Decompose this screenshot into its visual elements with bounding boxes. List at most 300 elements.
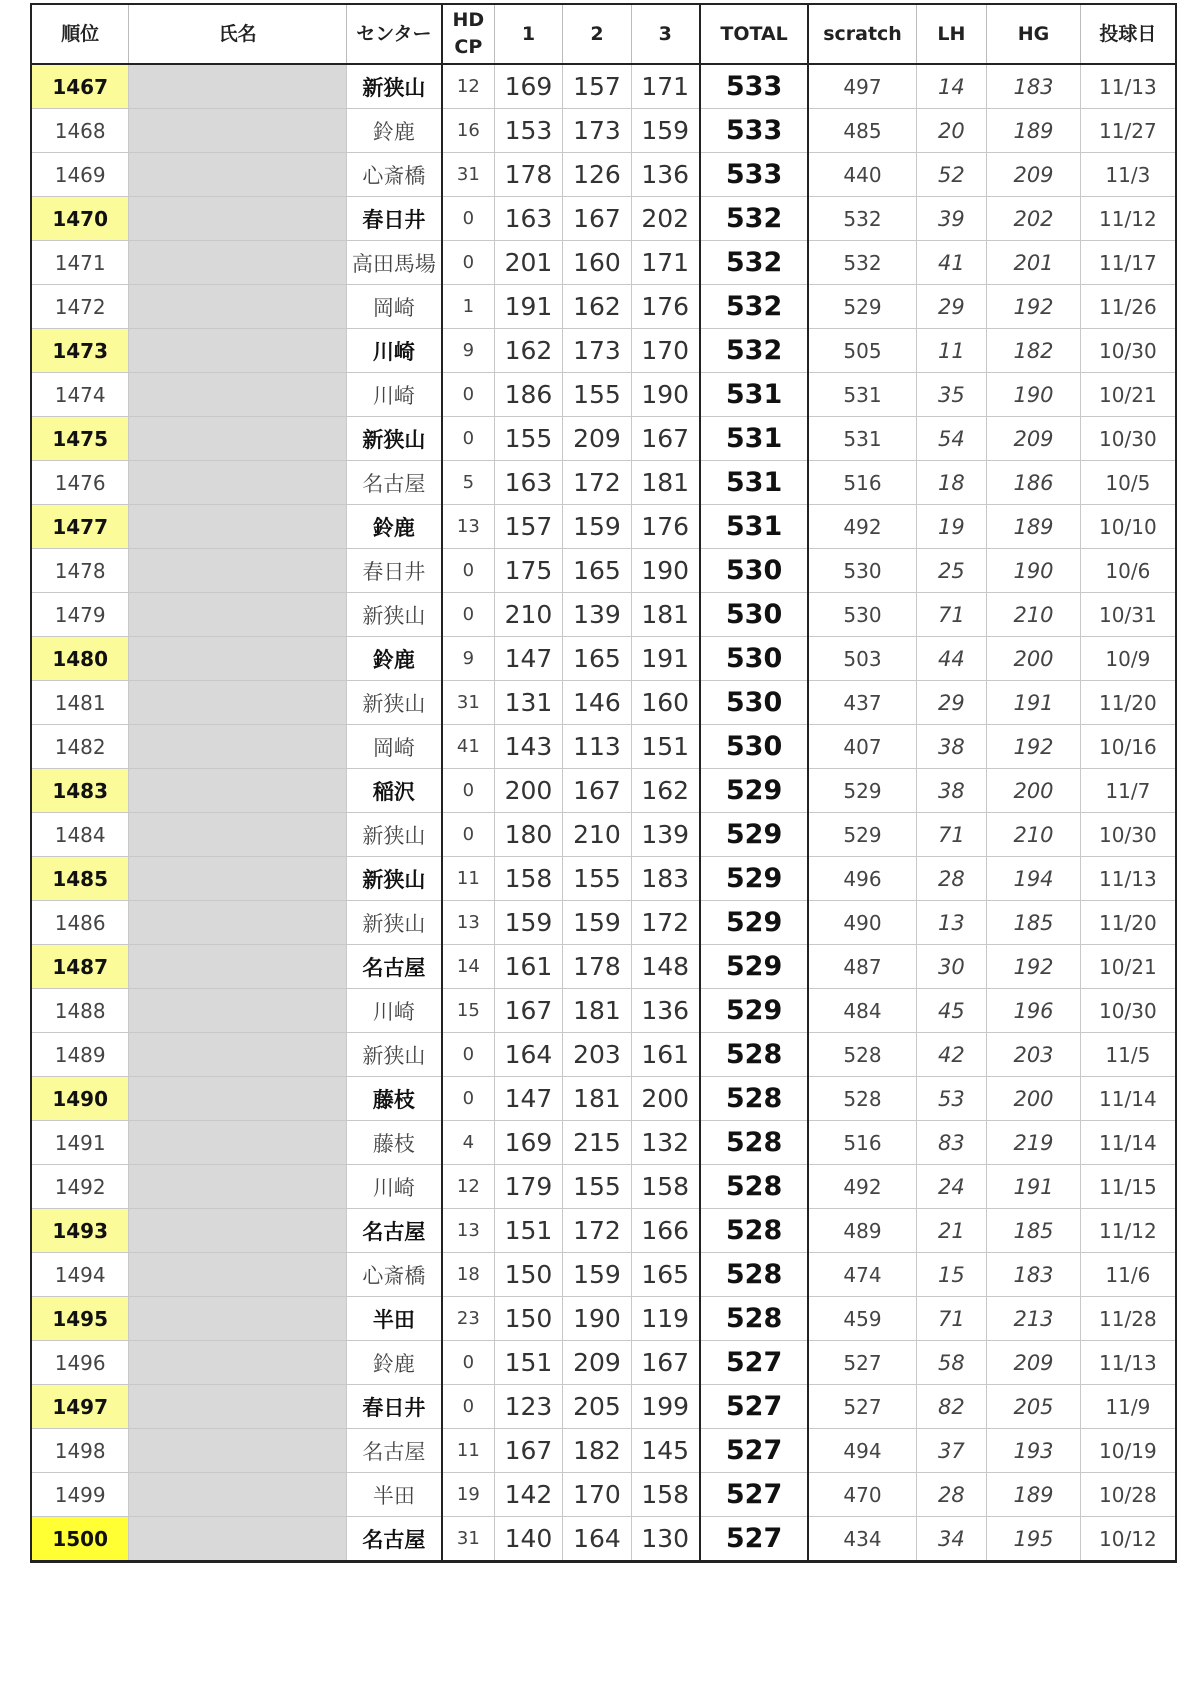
center-cell: 川崎 [346,1165,442,1209]
table-row [31,461,1176,505]
rank-cell: 1484 [31,813,129,857]
lh-cell: 54 [916,417,987,461]
rank-cell: 1495 [31,1297,129,1341]
lh-cell: 11 [916,329,987,373]
name-cell [129,373,346,417]
center-cell: 心斎橋 [346,1253,442,1297]
name-cell [129,769,346,813]
game-1-cell: 180 [494,813,563,857]
table-row [31,241,1176,285]
table-row [31,945,1176,989]
rank-cell: 1488 [31,989,129,1033]
scratch-cell: 529 [808,285,916,329]
game-2-cell: 173 [563,329,632,373]
scratch-cell: 496 [808,857,916,901]
game-2-cell: 155 [563,373,632,417]
name-cell [129,1077,346,1121]
rank-cell: 1486 [31,901,129,945]
game-1-cell: 147 [494,637,563,681]
total-cell: 530 [700,725,809,769]
game-2-cell: 209 [563,1341,632,1385]
rank-cell: 1482 [31,725,129,769]
scratch-cell: 492 [808,1165,916,1209]
header-rank: 順位 [31,4,129,64]
lh-cell: 83 [916,1121,987,1165]
game-1-cell: 161 [494,945,563,989]
lh-cell: 82 [916,1385,987,1429]
center-cell: 名古屋 [346,1429,442,1473]
rank-cell: 1468 [31,109,129,153]
hg-cell: 209 [987,1341,1081,1385]
center-cell: 春日井 [346,549,442,593]
game-1-cell: 186 [494,373,563,417]
lh-cell: 53 [916,1077,987,1121]
center-cell: 新狭山 [346,1033,442,1077]
date-cell: 11/13 [1080,64,1176,109]
lh-cell: 38 [916,769,987,813]
scratch-cell: 528 [808,1033,916,1077]
hg-cell: 189 [987,109,1081,153]
hdcp-cell: 18 [442,1253,494,1297]
header-scratch: scratch [808,4,916,64]
name-cell [129,593,346,637]
game-2-cell: 167 [563,197,632,241]
name-cell [129,1209,346,1253]
game-3-cell: 170 [631,329,700,373]
center-cell: 高田馬場 [346,241,442,285]
hdcp-cell: 16 [442,109,494,153]
game-2-cell: 155 [563,857,632,901]
name-cell [129,725,346,769]
table-row [31,1297,1176,1341]
center-cell: 川崎 [346,329,442,373]
hdcp-cell: 5 [442,461,494,505]
center-cell: 稲沢 [346,769,442,813]
rank-cell: 1479 [31,593,129,637]
hdcp-cell: 13 [442,505,494,549]
game-1-cell: 164 [494,1033,563,1077]
hg-cell: 191 [987,681,1081,725]
hdcp-cell: 31 [442,1517,494,1562]
scratch-cell: 503 [808,637,916,681]
lh-cell: 34 [916,1517,987,1562]
hdcp-cell: 0 [442,593,494,637]
hg-cell: 193 [987,1429,1081,1473]
game-1-cell: 155 [494,417,563,461]
hg-cell: 185 [987,1209,1081,1253]
hdcp-cell: 0 [442,1033,494,1077]
hg-cell: 194 [987,857,1081,901]
hg-cell: 200 [987,637,1081,681]
game-3-cell: 171 [631,64,700,109]
scratch-cell: 532 [808,197,916,241]
lh-cell: 28 [916,857,987,901]
center-cell: 心斎橋 [346,153,442,197]
hg-cell: 186 [987,461,1081,505]
scratch-cell: 531 [808,417,916,461]
game-3-cell: 176 [631,505,700,549]
center-cell: 新狭山 [346,857,442,901]
name-cell [129,241,346,285]
game-1-cell: 147 [494,1077,563,1121]
hdcp-cell: 0 [442,1385,494,1429]
header-name: 氏名 [129,4,346,64]
game-3-cell: 161 [631,1033,700,1077]
name-cell [129,1253,346,1297]
total-cell: 528 [700,1033,809,1077]
hg-cell: 209 [987,417,1081,461]
table-row [31,593,1176,637]
scratch-cell: 505 [808,329,916,373]
rank-cell: 1469 [31,153,129,197]
date-cell: 10/21 [1080,945,1176,989]
name-cell [129,901,346,945]
date-cell: 11/14 [1080,1077,1176,1121]
hg-cell: 213 [987,1297,1081,1341]
table-row [31,1517,1176,1562]
scratch-cell: 529 [808,813,916,857]
lh-cell: 30 [916,945,987,989]
name-cell [129,197,346,241]
game-3-cell: 199 [631,1385,700,1429]
hg-cell: 189 [987,505,1081,549]
game-1-cell: 123 [494,1385,563,1429]
center-cell: 春日井 [346,197,442,241]
hdcp-cell: 0 [442,417,494,461]
game-3-cell: 165 [631,1253,700,1297]
hdcp-cell: 13 [442,901,494,945]
table-row [31,1429,1176,1473]
rank-cell: 1494 [31,1253,129,1297]
total-cell: 527 [700,1429,809,1473]
name-cell [129,285,346,329]
date-cell: 10/31 [1080,593,1176,637]
date-cell: 10/21 [1080,373,1176,417]
name-cell [129,1341,346,1385]
total-cell: 533 [700,109,809,153]
game-3-cell: 166 [631,1209,700,1253]
game-3-cell: 119 [631,1297,700,1341]
scratch-cell: 497 [808,64,916,109]
total-cell: 530 [700,593,809,637]
game-2-cell: 170 [563,1473,632,1517]
rank-cell: 1475 [31,417,129,461]
lh-cell: 42 [916,1033,987,1077]
name-cell [129,1297,346,1341]
rank-cell: 1483 [31,769,129,813]
lh-cell: 15 [916,1253,987,1297]
total-cell: 531 [700,461,809,505]
game-1-cell: 210 [494,593,563,637]
game-3-cell: 190 [631,549,700,593]
rank-cell: 1498 [31,1429,129,1473]
table-row [31,197,1176,241]
center-cell: 岡崎 [346,285,442,329]
game-1-cell: 143 [494,725,563,769]
scratch-cell: 440 [808,153,916,197]
rank-cell: 1477 [31,505,129,549]
center-cell: 藤枝 [346,1077,442,1121]
scratch-cell: 437 [808,681,916,725]
hg-cell: 200 [987,769,1081,813]
hdcp-cell: 23 [442,1297,494,1341]
date-cell: 11/17 [1080,241,1176,285]
game-2-cell: 113 [563,725,632,769]
game-1-cell: 140 [494,1517,563,1562]
game-2-cell: 126 [563,153,632,197]
center-cell: 新狭山 [346,417,442,461]
table-row [31,1165,1176,1209]
game-3-cell: 183 [631,857,700,901]
lh-cell: 71 [916,813,987,857]
game-2-cell: 181 [563,1077,632,1121]
date-cell: 10/30 [1080,329,1176,373]
game-2-cell: 181 [563,989,632,1033]
game-1-cell: 142 [494,1473,563,1517]
date-cell: 10/16 [1080,725,1176,769]
name-cell [129,64,346,109]
game-3-cell: 172 [631,901,700,945]
date-cell: 10/30 [1080,989,1176,1033]
name-cell [129,461,346,505]
header-date: 投球日 [1080,4,1176,64]
hdcp-cell: 11 [442,1429,494,1473]
game-2-cell: 159 [563,901,632,945]
rank-cell: 1481 [31,681,129,725]
table-row [31,64,1176,109]
name-cell [129,857,346,901]
game-2-cell: 205 [563,1385,632,1429]
center-cell: 半田 [346,1473,442,1517]
scratch-cell: 492 [808,505,916,549]
total-cell: 528 [700,1209,809,1253]
date-cell: 11/13 [1080,1341,1176,1385]
game-3-cell: 167 [631,1341,700,1385]
center-cell: 新狭山 [346,901,442,945]
hg-cell: 219 [987,1121,1081,1165]
rank-cell: 1470 [31,197,129,241]
hg-cell: 210 [987,593,1081,637]
table-row [31,681,1176,725]
hg-cell: 192 [987,285,1081,329]
header-center: センター [346,4,442,64]
game-2-cell: 172 [563,1209,632,1253]
lh-cell: 71 [916,593,987,637]
total-cell: 529 [700,945,809,989]
date-cell: 11/14 [1080,1121,1176,1165]
game-2-cell: 160 [563,241,632,285]
hdcp-cell: 0 [442,1341,494,1385]
header-hg: HG [987,4,1081,64]
game-1-cell: 178 [494,153,563,197]
name-cell [129,329,346,373]
hdcp-cell: 41 [442,725,494,769]
rank-cell: 1499 [31,1473,129,1517]
header-game-2: 2 [563,4,632,64]
name-cell [129,681,346,725]
game-1-cell: 175 [494,549,563,593]
game-1-cell: 158 [494,857,563,901]
rank-cell: 1478 [31,549,129,593]
total-cell: 532 [700,285,809,329]
table-row [31,1341,1176,1385]
scratch-cell: 531 [808,373,916,417]
hdcp-cell: 9 [442,637,494,681]
date-cell: 11/20 [1080,681,1176,725]
hdcp-cell: 0 [442,769,494,813]
rank-cell: 1496 [31,1341,129,1385]
header-game-1: 1 [494,4,563,64]
table-row [31,1121,1176,1165]
header-total: TOTAL [700,4,809,64]
game-1-cell: 151 [494,1341,563,1385]
total-cell: 533 [700,153,809,197]
scratch-cell: 474 [808,1253,916,1297]
total-cell: 532 [700,197,809,241]
center-cell: 新狭山 [346,681,442,725]
hdcp-cell: 1 [442,285,494,329]
header-game-3: 3 [631,4,700,64]
game-2-cell: 173 [563,109,632,153]
table-row [31,417,1176,461]
hg-cell: 182 [987,329,1081,373]
total-cell: 529 [700,813,809,857]
rank-cell: 1493 [31,1209,129,1253]
center-cell: 名古屋 [346,1517,442,1562]
game-2-cell: 165 [563,549,632,593]
table-row [31,1033,1176,1077]
header-row [31,4,1176,64]
table-row [31,769,1176,813]
rank-cell: 1491 [31,1121,129,1165]
hdcp-cell: 0 [442,241,494,285]
date-cell: 11/27 [1080,109,1176,153]
scratch-cell: 528 [808,1077,916,1121]
game-1-cell: 167 [494,1429,563,1473]
hg-cell: 183 [987,1253,1081,1297]
header-hdcp [442,4,494,64]
hg-cell: 190 [987,373,1081,417]
total-cell: 529 [700,989,809,1033]
total-cell: 531 [700,373,809,417]
name-cell [129,417,346,461]
lh-cell: 58 [916,1341,987,1385]
hg-cell: 196 [987,989,1081,1033]
hg-cell: 209 [987,153,1081,197]
scratch-cell: 516 [808,1121,916,1165]
table-row [31,857,1176,901]
date-cell: 10/19 [1080,1429,1176,1473]
lh-cell: 39 [916,197,987,241]
center-cell: 名古屋 [346,945,442,989]
date-cell: 10/9 [1080,637,1176,681]
total-cell: 527 [700,1385,809,1429]
game-2-cell: 157 [563,64,632,109]
game-3-cell: 158 [631,1473,700,1517]
total-cell: 531 [700,505,809,549]
game-3-cell: 148 [631,945,700,989]
center-cell: 半田 [346,1297,442,1341]
rank-cell: 1472 [31,285,129,329]
hdcp-cell: 19 [442,1473,494,1517]
hg-cell: 202 [987,197,1081,241]
hdcp-cell: 11 [442,857,494,901]
date-cell: 11/12 [1080,1209,1176,1253]
lh-cell: 37 [916,1429,987,1473]
game-2-cell: 167 [563,769,632,813]
rank-cell: 1497 [31,1385,129,1429]
name-cell [129,549,346,593]
game-1-cell: 163 [494,197,563,241]
lh-cell: 14 [916,64,987,109]
lh-cell: 21 [916,1209,987,1253]
scratch-cell: 489 [808,1209,916,1253]
lh-cell: 44 [916,637,987,681]
table-row [31,329,1176,373]
hg-cell: 191 [987,1165,1081,1209]
game-2-cell: 209 [563,417,632,461]
center-cell: 春日井 [346,1385,442,1429]
table-body [31,64,1176,1562]
total-cell: 529 [700,769,809,813]
game-3-cell: 139 [631,813,700,857]
table-row [31,725,1176,769]
game-2-cell: 182 [563,1429,632,1473]
scratch-cell: 527 [808,1385,916,1429]
date-cell: 10/5 [1080,461,1176,505]
game-1-cell: 150 [494,1297,563,1341]
table-row [31,813,1176,857]
date-cell: 11/15 [1080,1165,1176,1209]
center-cell: 岡崎 [346,725,442,769]
ranking-table [30,3,1177,1563]
name-cell [129,1121,346,1165]
lh-cell: 38 [916,725,987,769]
game-2-cell: 210 [563,813,632,857]
total-cell: 529 [700,857,809,901]
scratch-cell: 494 [808,1429,916,1473]
hg-cell: 203 [987,1033,1081,1077]
table-row [31,1209,1176,1253]
game-2-cell: 155 [563,1165,632,1209]
total-cell: 528 [700,1297,809,1341]
game-3-cell: 191 [631,637,700,681]
game-3-cell: 181 [631,593,700,637]
hg-cell: 185 [987,901,1081,945]
game-3-cell: 136 [631,153,700,197]
center-cell: 鈴鹿 [346,505,442,549]
game-3-cell: 136 [631,989,700,1033]
name-cell [129,637,346,681]
game-3-cell: 145 [631,1429,700,1473]
game-3-cell: 181 [631,461,700,505]
game-1-cell: 200 [494,769,563,813]
hdcp-cell: 0 [442,549,494,593]
table-row [31,989,1176,1033]
scratch-cell: 407 [808,725,916,769]
hdcp-cell: 15 [442,989,494,1033]
total-cell: 528 [700,1253,809,1297]
date-cell: 11/6 [1080,1253,1176,1297]
date-cell: 10/10 [1080,505,1176,549]
game-2-cell: 203 [563,1033,632,1077]
date-cell: 10/30 [1080,813,1176,857]
game-1-cell: 162 [494,329,563,373]
rank-cell: 1500 [31,1517,129,1562]
date-cell: 11/20 [1080,901,1176,945]
hdcp-cell: 0 [442,197,494,241]
rank-cell: 1490 [31,1077,129,1121]
